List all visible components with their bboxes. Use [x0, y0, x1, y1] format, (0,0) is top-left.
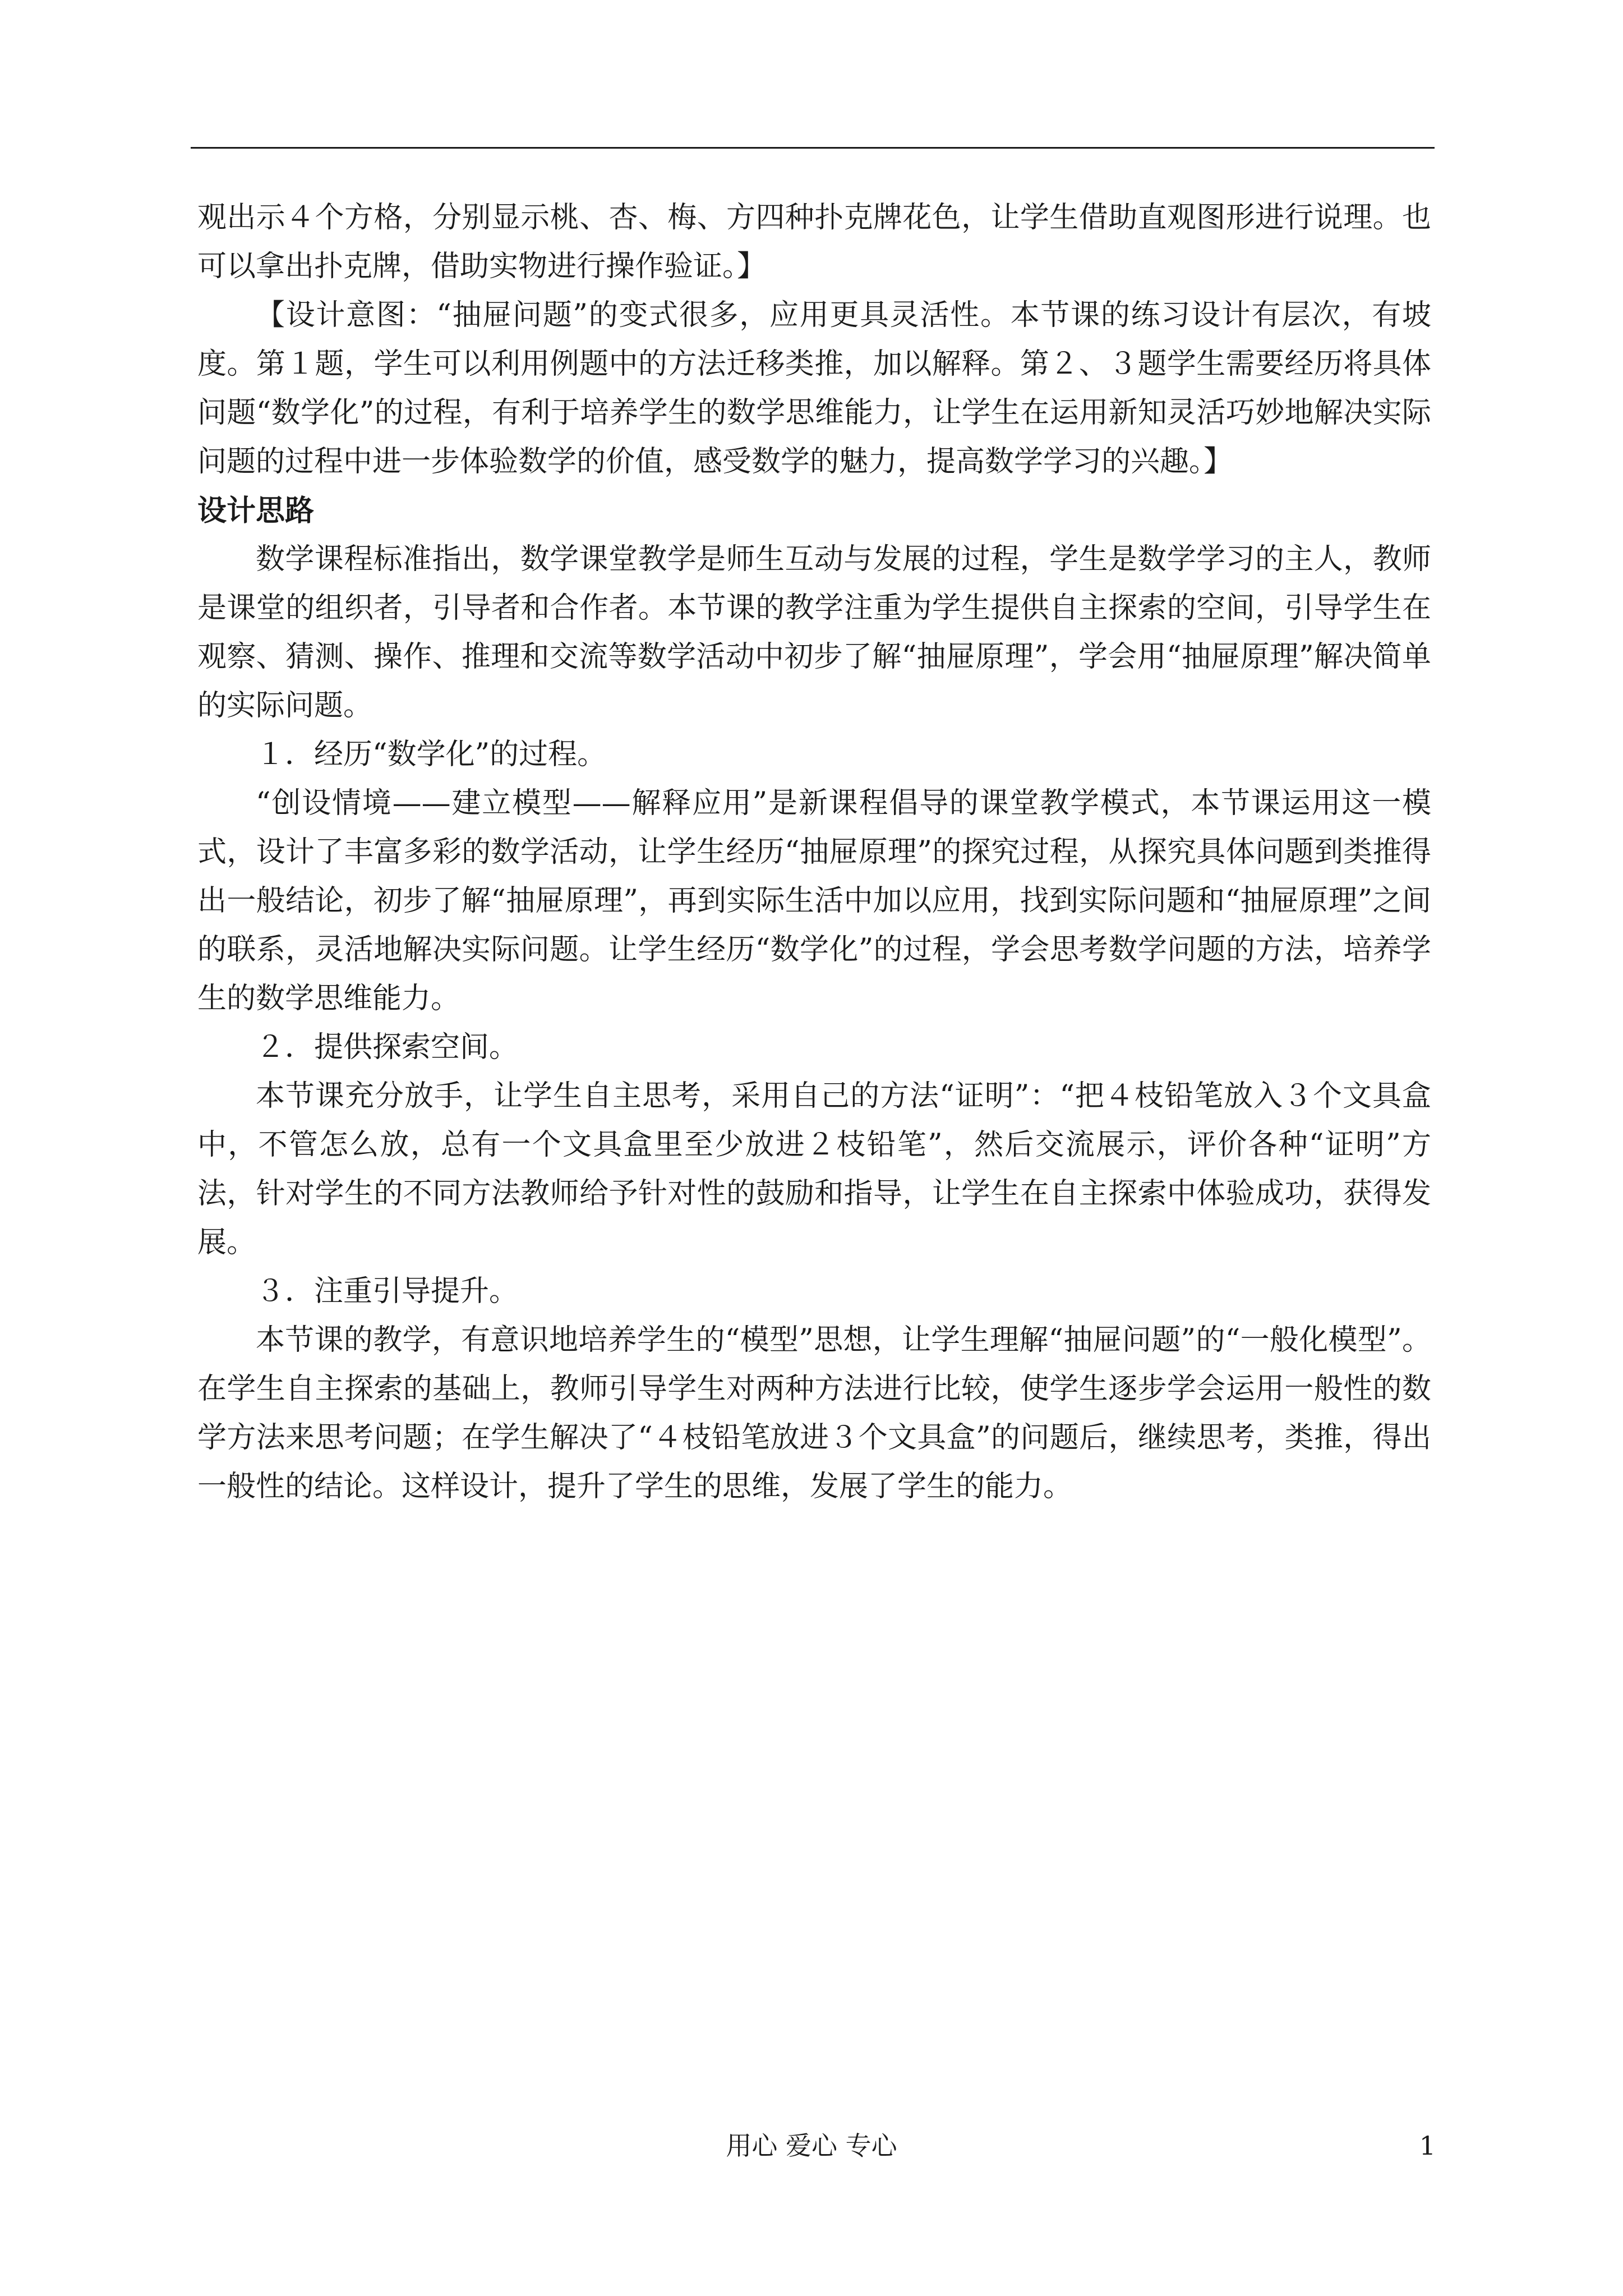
header-rule: [191, 147, 1435, 149]
paragraph: “创设情境——建立模型——解释应用”是新课程倡导的课堂教学模式，本节课运用这一模式，设计了丰富多彩的数学活动，让学生经历“抽屉原理”的探究过程，从探究具体问题到类推得出一般结论，初步了解“抽屉原理”，再到实际生活中加以应用，找到实际问题和“抽屉原理”之间的联系，灵活地解决实际问题。让学生经历“数学化”的过程，学会思考数学问题的方法，培养学生的数学思维能力。: [197, 786, 1431, 1015]
paragraph: 本节课充分放手，让学生自主思考，采用自己的方法“证明”：“把４枝铅笔放入３个文具盒中，不管怎么放，总有一个文具盒里至少放进２枝铅笔”，然后交流展示，评价各种“证明”方法，针对学生的不同方法教师给予针对性的鼓励和指导，让学生在自主探索中体验成功，获得发展。: [197, 1079, 1431, 1259]
paragraph: 观出示４个方格，分别显示桃、杏、梅、方四种扑克牌花色，让学生借助直观图形进行说理。也可以拿出扑克牌，借助实物进行操作验证。】: [197, 201, 1431, 283]
section-heading: 设计思路: [197, 494, 315, 528]
list-item: ３．注重引导提升。: [256, 1274, 519, 1308]
document-body: [197, 194, 1431, 1511]
paragraph: 【设计意图：“抽屉问题”的变式很多，应用更具灵活性。本节课的练习设计有层次，有坡度。第１题，学生可以利用例题中的方法迁移类推，加以解释。第２、３题学生需要经历将具体问题“数学化”的过程，有利于培养学生的数学思维能力，让学生在运用新知灵活巧妙地解决实际问题的过程中进一步体验数学的价值，感受数学的魅力，提高数学学习的兴趣。】: [197, 298, 1431, 478]
list-item: ２．提供探索空间。: [256, 1030, 519, 1064]
page-number: 1: [1419, 2131, 1436, 2161]
paragraph: 本节课的教学，有意识地培养学生的“模型”思想，让学生理解“抽屉问题”的“一般化模型”。在学生自主探索的基础上，教师引导学生对两种方法进行比较，使学生逐步学会运用一般性的数学方法来思考问题；在学生解决了“４枝铅笔放进３个文具盒”的问题后，继续思考，类推，得出一般性的结论。这样设计，提升了学生的思维，发展了学生的能力。: [197, 1323, 1431, 1503]
list-item: １．经历“数学化”的过程。: [256, 738, 607, 771]
paragraph: 数学课程标准指出，数学课堂教学是师生互动与发展的过程，学生是数学学习的主人，教师是课堂的组织者，引导者和合作者。本节课的教学注重为学生提供自主探索的空间，引导学生在观察、猜测、操作、推理和交流等数学活动中初步了解“抽屉原理”，学会用“抽屉原理”解决简单的实际问题。: [197, 542, 1431, 723]
footer-motto: 用心 爱心 专心: [726, 2131, 897, 2161]
